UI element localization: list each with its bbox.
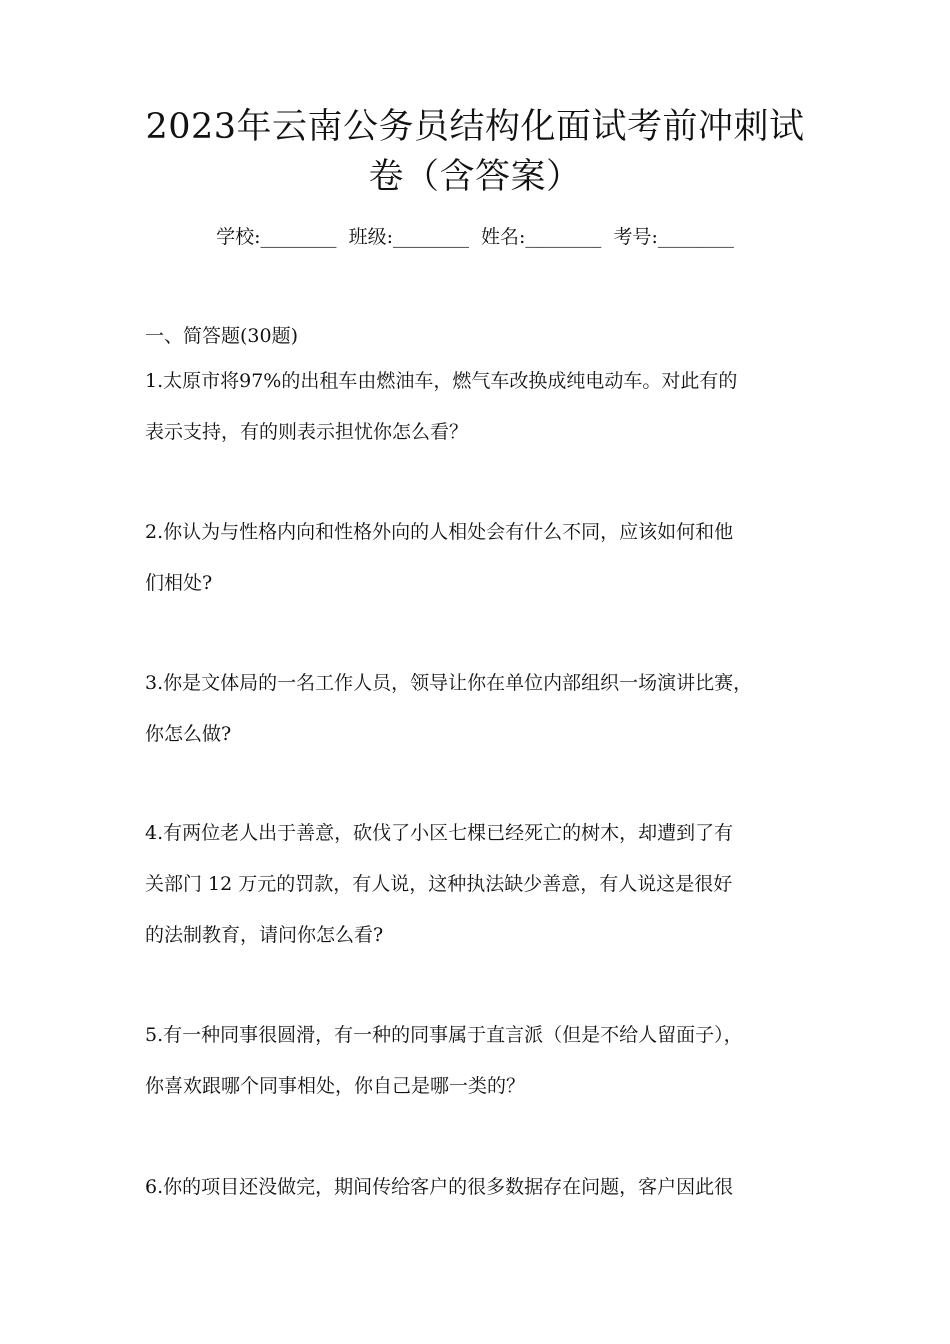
student-info-line — [0, 222, 950, 252]
question-1 — [145, 356, 810, 458]
question-line: 关部门 12 万元的罚款，有人说，这种执法缺少善意，有人说这是很好 — [145, 873, 733, 895]
question-5 — [145, 1010, 810, 1112]
question-line: 5.有一种同事很圆滑，有一种的同事属于直言派（但是不给人留面子）， — [145, 1024, 743, 1046]
class-field: 班级:________ — [348, 226, 469, 248]
question-line: 们相处? — [145, 572, 213, 594]
question-3 — [145, 658, 810, 760]
school-field: 学校:________ — [216, 226, 337, 248]
question-6 — [145, 1162, 810, 1213]
question-line: 的法制教育，请问你怎么看? — [145, 924, 384, 946]
document-title-line-2: 卷（含答案） — [368, 157, 582, 197]
question-line: 你喜欢跟哪个同事相处，你自己是哪一类的？ — [145, 1075, 526, 1097]
question-line: 2.你认为与性格内向和性格外向的人相处会有什么不同，应该如何和他 — [145, 521, 734, 543]
question-line: 1.太原市将97%的出租车由燃油车，燃气车改换成纯电动车。对此有的 — [145, 370, 738, 392]
question-line: 3.你是文体局的一名工作人员，领导让你在单位内部组织一场演讲比赛， — [145, 672, 753, 694]
question-2 — [145, 507, 810, 609]
question-line: 6.你的项目还没做完，期间传给客户的很多数据存在问题，客户因此很 — [145, 1176, 734, 1198]
document-title-line-1: 2023年云南公务员结构化面试考前冲刺试 — [145, 107, 805, 147]
exam-number-field: 考号:________ — [613, 226, 734, 248]
question-4 — [145, 808, 810, 961]
name-field: 姓名:________ — [481, 226, 602, 248]
section-heading: 一、简答题(30题) — [145, 325, 299, 347]
question-line: 表示支持，有的则表示担忧你怎么看？ — [145, 421, 469, 443]
question-line: 你怎么做? — [145, 723, 232, 745]
question-line: 4.有两位老人出于善意，砍伐了小区七棵已经死亡的树木，却遭到了有 — [145, 822, 734, 844]
